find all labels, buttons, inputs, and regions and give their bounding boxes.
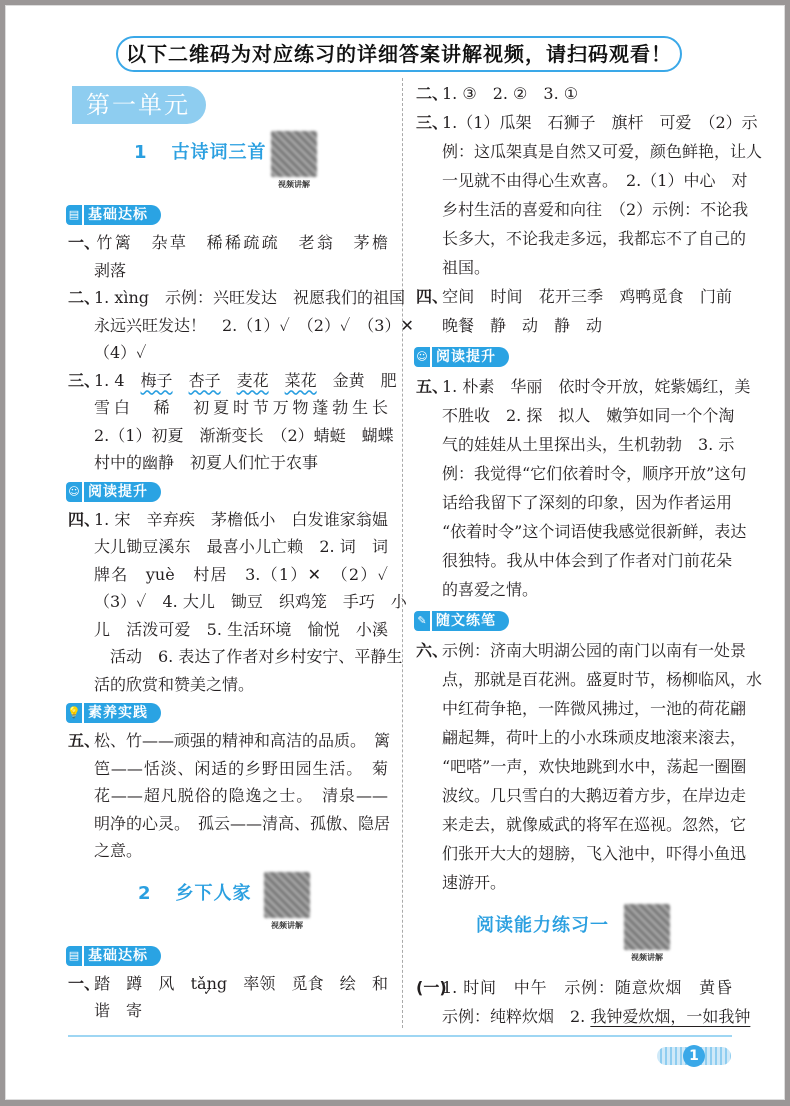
lesson-number: 2 — [138, 882, 152, 904]
answer-line — [68, 810, 391, 838]
answer-text: 村中的幽静 初夏人们忙于农事 — [94, 453, 319, 472]
answer-line — [416, 839, 747, 868]
answer-line — [68, 671, 388, 699]
lightbulb-icon: 💡 — [66, 703, 84, 723]
section-tag-label: 素养实践 — [88, 705, 148, 721]
lesson-name: 古诗词三首 — [171, 142, 267, 163]
answer-label: 一、 — [68, 973, 101, 993]
marked-text: 麦花 — [236, 370, 269, 390]
answer-label: (一) — [416, 977, 447, 997]
lesson-heading — [68, 124, 388, 200]
answer-text: 空间 时间 花开三季 鸡鸭觅食 门前 — [442, 286, 732, 306]
answer-line — [416, 372, 751, 401]
section-tag — [66, 205, 161, 225]
answer-line — [416, 575, 732, 604]
answer-text: （4）✓ — [94, 343, 147, 362]
marked-text: tǎng ✓ — [191, 970, 228, 998]
qr-code-icon[interactable] — [264, 872, 310, 918]
video-notice-banner: 以下二维码为对应练习的详细答案讲解视频，请扫码观看！ — [116, 36, 682, 72]
section-tag — [66, 946, 161, 966]
answer-text: “依着时令”这个词语使我感觉很新鲜，表达 — [442, 521, 747, 541]
answer-text — [221, 371, 237, 390]
answer-item — [68, 367, 397, 477]
answer-line — [416, 282, 732, 311]
answer-line — [68, 837, 388, 865]
answer-line — [68, 616, 388, 644]
answer-label: 六、 — [416, 640, 449, 660]
answer-text: 活动 6. 表达了作者对乡村安宁、平静生 — [94, 647, 403, 666]
answer-line — [68, 339, 388, 367]
answer-line — [68, 284, 406, 312]
qr-caption: 视频讲解 — [278, 180, 310, 189]
answer-line — [68, 561, 388, 589]
answer-text: 竹篱 杂草 稀稀疏疏 老翁 茅檐 — [94, 233, 388, 252]
answer-line — [416, 79, 732, 108]
answer-text: 晚餐 静 动 静 动 — [442, 315, 603, 335]
answer-line — [416, 253, 732, 282]
answer-line — [416, 973, 732, 1002]
answer-item — [68, 229, 388, 284]
answer-line — [416, 137, 763, 166]
answer-text: 一见就不由得心生欢喜。 2.（1）中心 对 — [442, 170, 748, 190]
marked-text: 菜花 — [284, 370, 317, 390]
answer-line — [68, 312, 414, 340]
answer-item — [416, 79, 732, 108]
answer-item — [68, 506, 407, 699]
page-number-badge — [657, 1047, 731, 1065]
lesson-title — [134, 141, 267, 165]
answer-text: 话给我留下了深刻的印象，因为作者运用 — [442, 492, 732, 512]
answer-line — [416, 401, 735, 430]
answer-label: 二、 — [416, 83, 449, 103]
answer-item — [68, 970, 388, 1025]
section-tag — [414, 611, 509, 631]
answer-line — [68, 449, 388, 477]
answer-text: 速游开。 — [442, 872, 507, 892]
answer-label: 四、 — [416, 286, 449, 306]
answer-line — [68, 588, 407, 616]
answer-text: 翩起舞，荷叶上的小水珠顽皮地滚来滚去， — [442, 727, 747, 747]
answer-text: 波纹。几只雪白的大鹅迈着方步，在岸边走 — [442, 785, 747, 805]
section-tag — [414, 347, 509, 367]
answer-line — [416, 195, 749, 224]
section-tag — [66, 482, 161, 502]
section-tag-label: 阅读提升 — [88, 483, 148, 500]
answer-text: 乡村生活的喜爱和向往 （2）示例：不论我 — [442, 199, 749, 219]
answer-text: 示例：济南大明湖公园的南门以南有一处景 — [442, 640, 747, 660]
answer-text: 1. xìng 示例：兴旺发达 祝愿我们的祖国 — [94, 288, 406, 307]
lesson-number: 1 — [134, 142, 148, 163]
answer-line — [416, 459, 747, 488]
lesson-title — [138, 882, 252, 906]
answer-text: （3）✓ 4. 大儿 锄豆 织鸡笼 手巧 小 — [94, 592, 407, 611]
right-column — [416, 79, 763, 1031]
answer-text: 牌名 yuè 村居 3.（1）✕ （2）✓ — [94, 564, 388, 584]
answer-item — [416, 636, 763, 897]
qr-code-icon[interactable] — [624, 904, 670, 950]
lesson-name: 阅读能力练习一 — [476, 914, 609, 936]
answer-line — [416, 166, 748, 195]
section-tag — [66, 703, 161, 723]
answer-line — [68, 422, 394, 450]
pencil-icon: ✎ — [414, 611, 432, 631]
answer-line — [416, 752, 747, 781]
answer-item — [416, 108, 763, 282]
document-icon: ▤ — [66, 205, 84, 225]
answer-text: 来走去，就像威武的将军在巡视。忽然，它 — [442, 814, 747, 834]
answer-text: 大儿锄豆溪东 最喜小儿亡赖 2. 词 词 — [94, 537, 388, 556]
answer-text: 1. 4 — [94, 370, 141, 390]
answer-line — [416, 1002, 751, 1031]
answer-text: 点，那就是百花洲。盛夏时节，杨柳临风，水 — [442, 669, 763, 689]
answer-label: 四、 — [68, 509, 101, 529]
answer-text: 气的娃娃从土里探出头，生机勃勃 3. 示 — [442, 434, 735, 454]
unit-title: 第一单元 — [72, 86, 206, 124]
answer-text — [173, 371, 189, 390]
answer-item — [416, 282, 732, 340]
answer-item — [416, 973, 751, 1031]
answer-line — [68, 367, 397, 395]
answer-line — [68, 997, 388, 1025]
lesson-name: 乡下人家 — [175, 882, 252, 904]
qr-code-icon[interactable] — [271, 131, 317, 177]
answer-line — [416, 488, 732, 517]
answer-text: 不胜收 2. 探 拟人 嫩笋如同一个个淘 — [442, 405, 735, 425]
answer-line — [68, 782, 388, 810]
answer-page — [5, 5, 785, 1100]
answer-text: 例：我觉得“它们依着时令，顺序开放”这句 — [442, 463, 747, 483]
answer-line — [416, 546, 732, 575]
footer-rule — [68, 1035, 732, 1037]
answer-line — [416, 108, 758, 137]
qr-caption: 视频讲解 — [271, 920, 303, 930]
section-tag-label: 基础达标 — [88, 947, 148, 964]
answer-text: 剥落 — [94, 260, 127, 280]
answer-item — [416, 372, 751, 604]
answer-text: 们张开大大的翅膀，飞入池中，吓得小鱼迅 — [442, 843, 747, 863]
qr-caption: 视频讲解 — [631, 952, 663, 962]
answer-text: 1.（1）瓜架 石狮子 旗杆 可爱 （2）示 — [442, 112, 758, 132]
answer-line — [416, 810, 747, 839]
answer-text: 中红荷争艳，一阵微风拂过，一池的荷花翩 — [442, 698, 747, 718]
answer-line — [68, 727, 391, 755]
answer-text: 雪白 稀 初夏时节万物蓬勃生长 — [94, 398, 388, 417]
answer-text: 祖国。 — [442, 257, 491, 277]
column-divider — [402, 78, 403, 1028]
answer-text: 1. 时间 中午 示例：随意炊烟 黄昏 — [442, 977, 732, 997]
answer-text: 2.（1）初夏 渐渐变长 （2）蜻蜓 蝴蝶 — [94, 425, 394, 445]
answer-line — [416, 311, 732, 340]
answer-text: 活的欣赏和赞美之情。 — [94, 674, 255, 694]
answer-text: 1. 朴素 华丽 依时令开放，姹紫嫣红，美 — [442, 376, 751, 396]
answer-text: 花——超凡脱俗的隐逸之士。 清泉—— — [94, 786, 388, 805]
marked-text: 杏子 — [188, 370, 221, 390]
answer-label: 二、 — [68, 288, 101, 307]
answer-text: 示例：纯粹炊烟 2. — [442, 1006, 591, 1026]
answer-label: 一、 — [68, 233, 101, 252]
answer-line — [68, 394, 388, 422]
answer-text: 松、竹——顽强的精神和高洁的品质。 篱 — [94, 731, 391, 750]
answer-label: 三、 — [68, 370, 101, 390]
answer-line — [416, 723, 747, 752]
answer-line — [416, 665, 763, 694]
answer-line — [68, 229, 388, 257]
answer-text: 踏 蹲 风 — [94, 973, 191, 993]
answer-text: 例：这瓜架真是自然又可爱，颜色鲜艳，让人 — [442, 141, 763, 161]
section-tag-label: 阅读提升 — [436, 348, 496, 365]
answer-line — [416, 517, 747, 546]
section-tag-label: 随文练笔 — [436, 612, 496, 629]
answer-text: 金黄 肥 — [316, 370, 397, 390]
section-tag-label: 基础达标 — [88, 207, 148, 223]
answer-line — [416, 224, 747, 253]
answer-text: 率领 觅食 绘 和 — [227, 973, 388, 993]
answer-text: 很独特。我从中体会到了作者对门前花朵 — [442, 550, 732, 570]
answer-item — [68, 727, 391, 865]
lesson-heading — [416, 897, 732, 973]
answer-label: 五、 — [68, 731, 101, 750]
answer-text: 永远兴旺发达！ 2.（1）✓ （2）✓ （3）✕ — [94, 315, 414, 335]
answer-label: 三、 — [416, 112, 449, 132]
marked-text: 我钟爱炊烟，一如我钟 — [590, 1006, 751, 1026]
answer-text: “吧嗒”一声，欢快地跳到水中，荡起一圈圈 — [442, 756, 747, 776]
answer-text: 1. ③ 2. ② 3. ① — [442, 83, 579, 103]
answer-text — [269, 371, 285, 390]
answer-text: 儿 活泼可爱 5. 生活环境 愉悦 小溪 — [94, 619, 388, 639]
lesson-heading — [68, 865, 388, 941]
answer-line — [68, 643, 403, 671]
answer-label: 五、 — [416, 376, 449, 396]
answer-text: 长多大，不论我走多远，我都忘不了自己的 — [442, 228, 747, 248]
answer-text: 之意。 — [94, 841, 143, 860]
answer-text: 明净的心灵。 孤云——清高、孤傲、隐居 — [94, 813, 391, 833]
answer-line — [68, 533, 388, 561]
answer-line — [68, 755, 388, 783]
answer-line — [416, 868, 732, 897]
lesson-title — [476, 914, 609, 938]
answer-text: 的喜爱之情。 — [442, 579, 539, 599]
reading-icon: ☺ — [66, 482, 84, 502]
marked-text: 梅子 — [140, 370, 173, 390]
answer-text: 笆——恬淡、闲适的乡野田园生活。 菊 — [94, 758, 388, 778]
answer-line — [416, 781, 747, 810]
page-number: 1 — [683, 1045, 705, 1067]
answer-line — [68, 506, 388, 534]
answer-line — [416, 430, 735, 459]
answer-item — [68, 284, 414, 367]
document-icon: ▤ — [66, 946, 84, 966]
answer-line — [68, 257, 388, 285]
answer-line — [416, 694, 747, 723]
answer-text: 谐 寄 — [94, 1001, 143, 1020]
left-column — [67, 86, 414, 1025]
reading-icon: ☺ — [414, 347, 432, 367]
answer-line — [416, 636, 747, 665]
answer-line — [68, 970, 388, 998]
answer-text: 1. 宋 辛弃疾 茅檐低小 白发谁家翁媪 — [94, 509, 388, 529]
